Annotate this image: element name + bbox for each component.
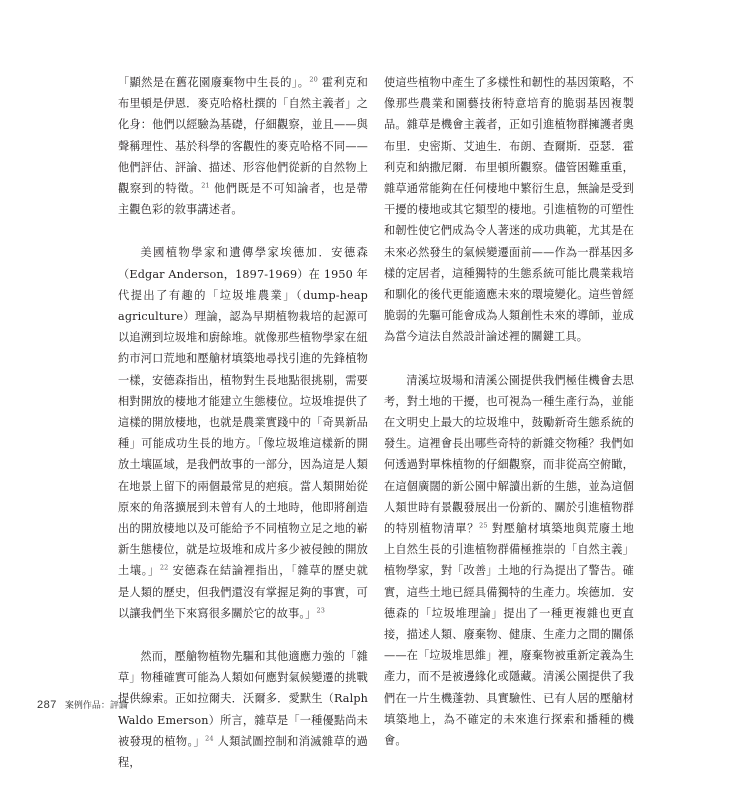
page-footer [37, 698, 128, 711]
body-text: 清溪垃圾場和清溪公園提供我們極佳機會去思考，對土地的干擾，也可視為一種生產行為，並能在文明史上最大的垃圾堆中，鼓勵新奇生態系統的發生。這裡會長出哪些奇特的新雜交物種？我們如何透過對單株植物的仔細觀察，而非從高空俯瞰，在這個廣闊的新公園中解讀出新的生態，並為這個人類世時有景觀發展出一份新的、關於引進植物群的特別植物清單？ [384, 373, 634, 536]
footnote-ref[interactable]: 25 [479, 521, 488, 530]
paragraph [118, 646, 368, 773]
right-column [384, 72, 634, 773]
footnote-ref[interactable]: 20 [309, 75, 318, 84]
body-text: 使這些植物中產生了多樣性和韌性的基因策略，不像那些農業和園藝技術特意培育的脆弱基因複製品。雜草是機會主義者，正如引進植物群擁護者奧布里．史密斯、艾迪生．布朗、查爾斯．亞瑟．霍利克和納撒尼爾．布里頓所觀察。儘管困難重重，雜草通常能夠在任何棲地中繁衍生息，無論是受到干擾的棲地或其它類型的棲地。引進植物的可塑性和韌性使它們成為令人著迷的成功典範，尤其是在未來必然發生的氣候變遷面前——作為一群基因多樣的定居者，這種獨特的生態系統可能比農業栽培和馴化的後代更能適應未來的環境變化。這些曾經脆弱的先驅可能會成為人類創性未來的導師，並成為當今這法自然設計論述裡的關鍵工具。 [384, 76, 634, 344]
page-number: 287 [37, 699, 57, 711]
body-text: 「顯然是在舊花園廢棄物中生長的」。 [118, 76, 310, 89]
body-text: 對壓艙材填築地與荒廢土地上自然生長的引進植物群備極推崇的「自然主義」植物學家，對「改善」土地的行為提出了警告。確實，這些土地已經具備獨特的生產力。埃德加．安德森的「垃圾堆理論」提出了一種更複雜也更直接，描述人類、廢棄物、健康、生產力之間的關係——在「垃圾堆思維」裡，廢棄物被重新定義為生產力，而不是被邊緣化或隱藏。清溪公園提供了我們在一片生機蓬勃、具實驗性、已有人居的壓艙材填築地上，為不確定的未來進行探索和播種的機會。 [384, 522, 635, 748]
body-text: 安德森在結論裡指出，「雜草的歷史就是人類的歷史，但我們還沒有掌握足夠的事實，可以讓我們坐下來寫很多關於它的故事。」 [118, 564, 368, 620]
body-text: 他們既是不可知論者，也是帶主觀色彩的敘事講述者。 [118, 182, 368, 217]
paragraph [118, 72, 368, 220]
body-text: 霍利克和布里頓是伊恩．麥克哈格杜撰的「自然主義者」之化身：他們以經驗為基礎，仔細觀察，並且——與聲稱理性、基於科學的客觀性的麥克哈格不同——他們評估、評論、描述、形容他們從新的自然物上觀察到的特徵。 [118, 76, 369, 196]
body-text: 然而，壓艙物植物先驅和其他適應力強的「雜草」物種確實可能為人類如何應對氣候變遷的挑戰提供線索。正如拉爾夫．沃爾多．愛默生（Ralph Waldo Emerson）所言，雜草是「一種優點尚未被發現的植物。」 [118, 650, 368, 748]
paragraph [384, 72, 634, 348]
left-column [118, 72, 368, 795]
footnote-ref[interactable]: 24 [205, 734, 214, 743]
body-text: 人類試圖控制和消滅雜草的過程， [118, 734, 368, 770]
paragraph [118, 242, 368, 624]
footnote-ref[interactable]: 21 [201, 181, 210, 190]
footnote-ref[interactable]: 22 [159, 563, 169, 572]
body-text: 美國植物學家和遺傳學家埃德加．安德森（Edgar Anderson，1897-1969）在 1950 年代提出了有趣的「垃圾堆農業」（dump-heap agriculture）理論，認為早期植物栽培的起源可以追溯到垃圾堆和廚餘堆。就像那些植物學家在紐約市河口荒地和壓艙材填築地尋找引進的先鋒植物一樣，安德森指出，植物對生長地點很挑剔，需要相對開放的棲地才能建立生態棲位。垃圾堆提供了這樣的開放棲地，也就是農業實踐中的「奇異新品種」可能成功生長的地方。「像垃圾堆這樣新的開放土壤區域，是我們故事的一部分，因為這是人類在地景上留下的兩個最常見的疤痕。當人類開始從原來的角落擴展到未曾有人的土地時，他即將創造出的開放棲地以及可能給予不同植物立足之地的嶄新生態棲位，就是垃圾堆和成片多少被侵蝕的開放土壤。」 [118, 246, 368, 578]
paragraph [384, 370, 634, 752]
section-label: 案例作品：評論 [64, 700, 128, 710]
footnote-ref[interactable]: 23 [316, 606, 326, 615]
